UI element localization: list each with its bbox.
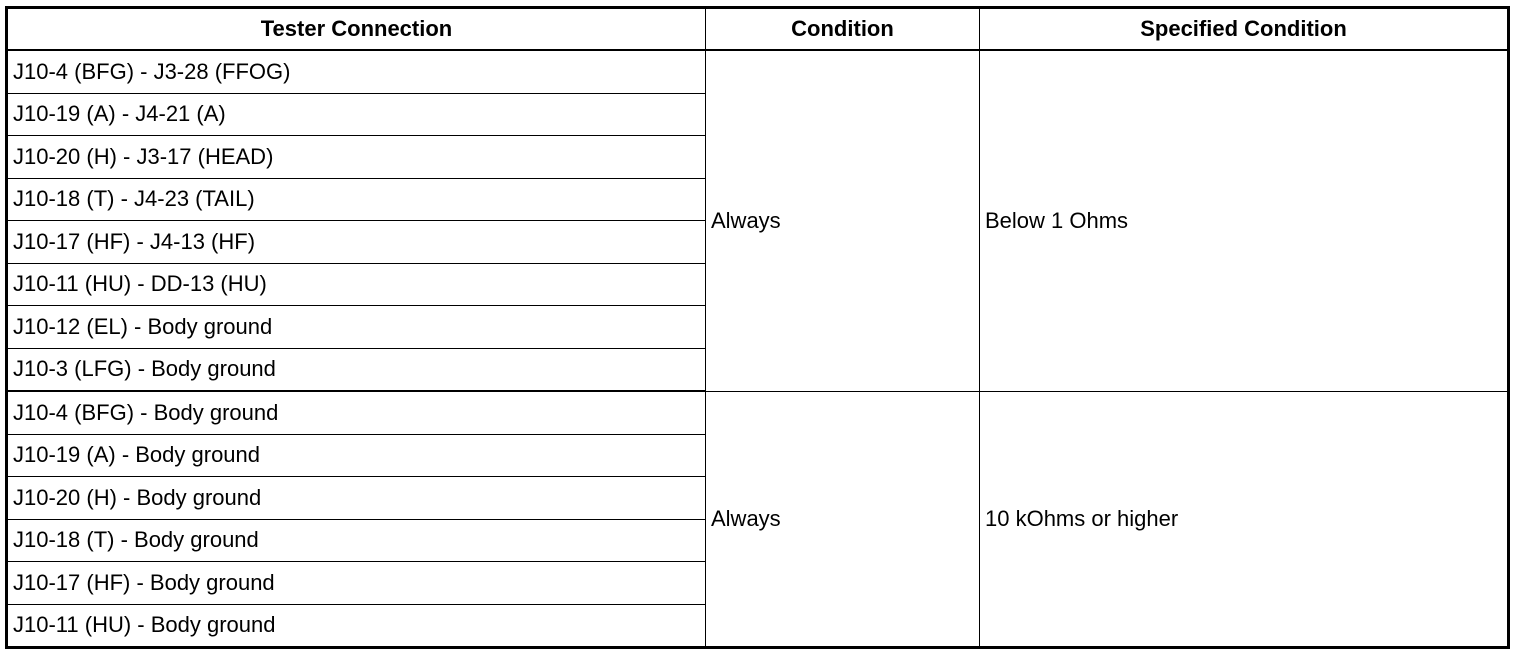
header-condition: Condition [706,8,980,51]
specified-condition-cell: 10 kOhms or higher [980,391,1509,648]
tester-connection-cell: J10-20 (H) - Body ground [7,477,706,520]
tester-connection-cell: J10-18 (T) - Body ground [7,519,706,562]
tester-connection-cell: J10-11 (HU) - Body ground [7,604,706,648]
tester-connection-cell: J10-4 (BFG) - J3-28 (FFOG) [7,50,706,93]
tester-connection-cell: J10-20 (H) - J3-17 (HEAD) [7,136,706,179]
resistance-spec-table [5,6,1510,649]
tester-connection-cell: J10-19 (A) - J4-21 (A) [7,93,706,136]
tester-connection-cell: J10-18 (T) - J4-23 (TAIL) [7,178,706,221]
specified-condition-cell: Below 1 Ohms [980,50,1509,391]
tester-connection-cell: J10-4 (BFG) - Body ground [7,391,706,434]
header-specified-condition: Specified Condition [980,8,1509,51]
table-row [7,391,1509,434]
tester-connection-cell: J10-3 (LFG) - Body ground [7,348,706,391]
header-row [7,8,1509,51]
tester-connection-cell: J10-17 (HF) - J4-13 (HF) [7,221,706,264]
header-tester-connection: Tester Connection [7,8,706,51]
tester-connection-cell: J10-19 (A) - Body ground [7,434,706,477]
tester-connection-cell: J10-17 (HF) - Body ground [7,562,706,605]
condition-cell: Always [706,50,980,391]
tester-connection-cell: J10-11 (HU) - DD-13 (HU) [7,263,706,306]
tester-connection-cell: J10-12 (EL) - Body ground [7,306,706,349]
table-row [7,50,1509,93]
condition-cell: Always [706,391,980,648]
